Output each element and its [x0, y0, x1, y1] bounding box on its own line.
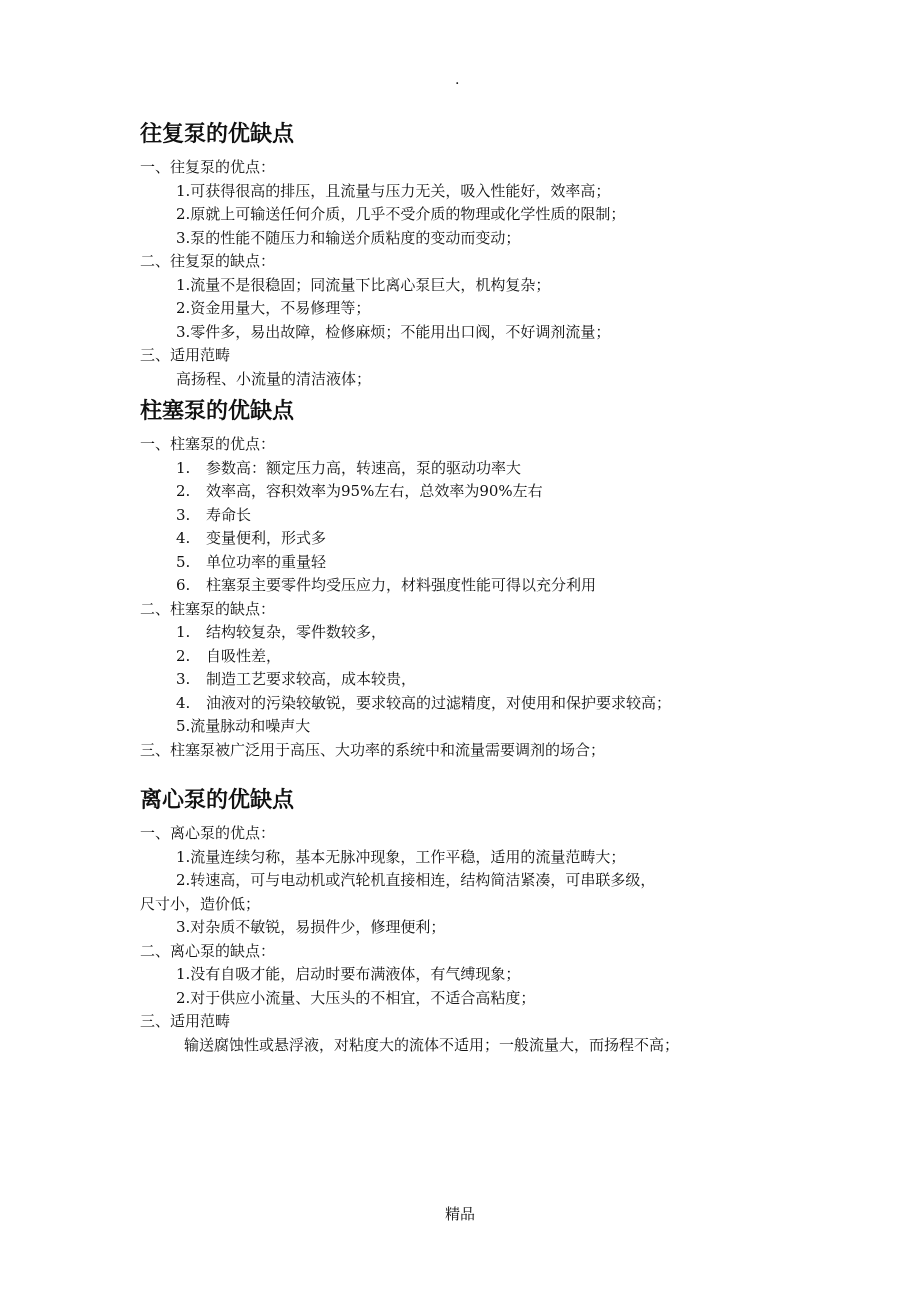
section-plunger-pump	[140, 395, 820, 762]
list-item	[140, 621, 820, 645]
list-item: 2.转速高，可与电动机或汽轮机直接相连，结构简洁紧凑，可串联多级，	[176, 871, 656, 889]
item-number: 4.	[176, 693, 191, 712]
group-heading: 二、离心泵的缺点：	[140, 941, 276, 960]
item-number: 3.	[176, 670, 191, 688]
list-item	[140, 692, 820, 716]
list-item	[140, 480, 820, 504]
page-footer: 精品	[444, 1205, 475, 1223]
list-item: 2.资金用量大，不易修理等；	[176, 299, 371, 317]
list-item: 1.流量连续匀称，基本无脉冲现象，工作平稳，适用的流量范畴大；	[176, 847, 626, 866]
list-item: 2.对于供应小流量、大压头的不相宜，不适合高粘度；	[176, 988, 536, 1007]
item-text: 单位功率的重量轻	[206, 552, 327, 571]
list-item	[140, 527, 820, 551]
item-number: 1.	[176, 623, 191, 641]
group-heading: 一、离心泵的优点：	[140, 824, 276, 842]
list-item	[140, 504, 820, 528]
list-item: 1.没有自吸才能，启动时要布满液体，有气缚现象；	[176, 965, 521, 983]
document-body	[140, 118, 820, 1057]
group-heading: 二、柱塞泵的缺点：	[140, 599, 276, 618]
list-item	[140, 645, 820, 669]
list-item	[140, 668, 820, 692]
header-mark: .	[455, 72, 460, 88]
section-centrifugal-pump	[140, 784, 820, 1057]
group-heading: 三、适用范畴	[140, 1012, 231, 1030]
item-number: 4.	[176, 529, 191, 547]
item-number: 2.	[176, 482, 191, 500]
item-text: 结构较复杂，零件数较多，	[206, 623, 387, 641]
list-item: 高扬程、小流量的清洁液体；	[176, 369, 372, 388]
section-reciprocating-pump	[140, 118, 820, 391]
list-item: 3.对杂质不敏锐，易损件少，修理便利；	[176, 918, 446, 936]
group-heading: 三、适用范畴	[140, 346, 231, 364]
group-heading: 一、柱塞泵的优点：	[140, 435, 276, 453]
list-item: 3.泵的性能不随压力和输送介质粘度的变动而变动；	[176, 228, 521, 247]
group-heading: 三、柱塞泵被广泛用于高压、大功率的系统中和流量需要调剂的场合；	[140, 740, 606, 759]
group-heading: 二、往复泵的缺点：	[140, 252, 276, 270]
item-text: 油液对的污染较敏锐，要求较高的过滤精度，对使用和保护要求较高；	[206, 693, 672, 712]
list-item: 输送腐蚀性或悬浮液，对粘度大的流体不适用；一般流量大，而扬程不高；	[184, 1035, 680, 1054]
list-item	[140, 574, 820, 598]
section-title: 柱塞泵的优缺点	[140, 399, 295, 424]
item-text: 参数高：额定压力高，转速高，泵的驱动功率大	[206, 458, 522, 477]
section-title: 往复泵的优缺点	[140, 122, 295, 147]
item-text: 寿命长	[206, 505, 252, 524]
list-item: 5.流量脉动和噪声大	[176, 717, 311, 735]
item-number: 6.	[176, 576, 191, 594]
item-number: 5.	[176, 552, 191, 571]
list-item-continuation: 尺寸小，造价低；	[140, 894, 261, 913]
list-item: 1.可获得很高的排压，且流量与压力无关，吸入性能好，效率高；	[176, 181, 611, 200]
list-item	[140, 551, 820, 575]
item-text: 变量便利，形式多	[206, 529, 327, 547]
item-text: 柱塞泵主要零件均受压应力，材料强度性能可得以充分利用	[206, 576, 597, 594]
list-item: 3.零件多，易出故障，检修麻烦；不能用出口阀，不好调剂流量；	[176, 322, 611, 341]
item-text: 自吸性差，	[206, 646, 282, 665]
item-text: 效率高，容积效率为95%左右，总效率为90%左右	[206, 482, 543, 500]
group-heading: 一、往复泵的优点：	[140, 158, 276, 176]
list-item: 1.流量不是很稳固；同流量下比离心泵巨大，机构复杂；	[176, 275, 551, 294]
list-item	[140, 457, 820, 481]
item-number: 3.	[176, 505, 191, 524]
list-item: 2.原就上可输送任何介质，几乎不受介质的物理或化学性质的限制；	[176, 205, 626, 223]
item-number: 2.	[176, 646, 191, 665]
item-number: 1.	[176, 458, 191, 477]
section-title: 离心泵的优缺点	[140, 788, 295, 813]
item-text: 制造工艺要求较高，成本较贵，	[206, 670, 417, 688]
